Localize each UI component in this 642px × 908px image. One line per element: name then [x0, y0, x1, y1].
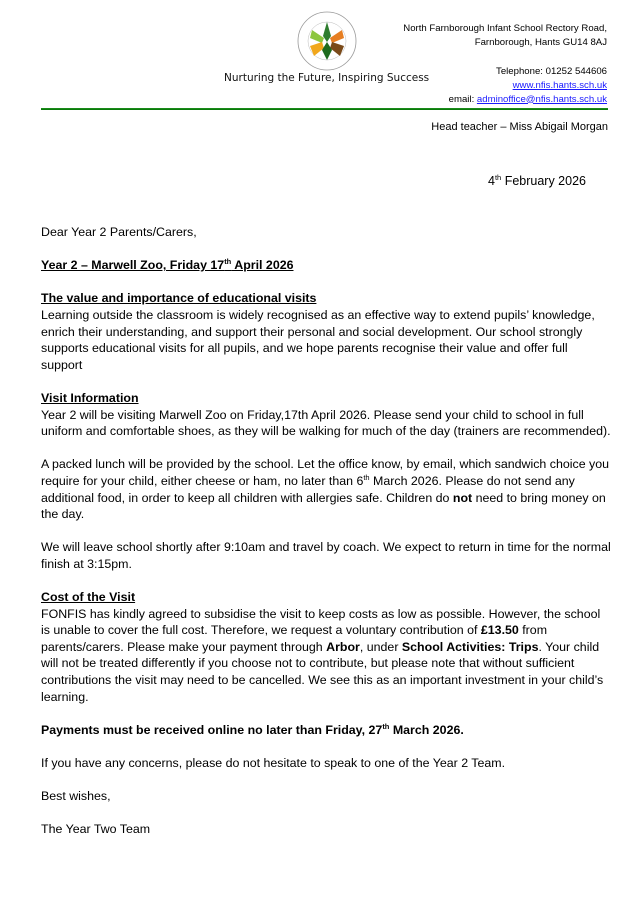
- school-tagline: Nurturing the Future, Inspiring Success: [224, 72, 430, 84]
- lunch-text: A packed lunch will be provided by the school. Let the office know, by email, which sandwich choice you require for your child, either cheese or ham, no later than 6: [41, 457, 610, 488]
- payment-deadline: [41, 722, 611, 739]
- section-heading-visit-info: Visit Information: [41, 390, 139, 405]
- header-divider: [41, 108, 608, 110]
- concerns-text: If you have any concerns, please do not hesitate to speak to one of the Year 2 Team.: [41, 756, 506, 770]
- cost-text-1: FONFIS has kindly agreed to subsidise the visit to keep costs as low as possible. However, the school is unable to cover the full cost. Therefore, we request a voluntary contribution of: [41, 606, 601, 638]
- cost-text-3: , under: [359, 639, 402, 654]
- deadline-text-end: March 2026.: [389, 722, 464, 737]
- payment-category: School Activities: Trips: [401, 639, 539, 654]
- visit-info-para-2: [41, 456, 611, 522]
- salutation: Dear Year 2 Parents/Carers,: [41, 225, 197, 239]
- title-text-end: April 2026: [231, 258, 294, 273]
- lunch-sup: th: [363, 472, 370, 482]
- cost-paragraph: [41, 606, 611, 706]
- cost-amount: £13.50: [480, 623, 519, 638]
- email-link[interactable]: adminoffice@nfis.hants.sch.uk: [476, 93, 607, 105]
- title-sup: th: [224, 257, 232, 267]
- section-text-value: Learning outside the classroom is widely recognised as an effective way to extend pupils’ knowledge, enrich their understanding, and support their personal and social development. Our school strongly supports educational visits for all pupils, and we hope parents recognise their value and offer full support: [41, 307, 595, 372]
- title-text: Year 2 – Marwell Zoo, Friday 17: [41, 258, 225, 273]
- letter-title: [41, 257, 611, 274]
- address-line-2: Farnborough, Hants GU14 8AJ: [474, 36, 607, 48]
- lunch-text-mid: March 2026. Please do not send any additional food, in order to keep all children with allergies safe. Children do: [41, 473, 575, 505]
- signature: The Year Two Team: [41, 822, 151, 837]
- email-label: email:: [448, 93, 477, 105]
- closing: Best wishes,: [41, 789, 111, 804]
- address-line-1: North Farnborough Infant School Rectory Road,: [403, 23, 607, 34]
- letter-body: [41, 224, 611, 855]
- payment-platform: Arbor: [326, 639, 360, 654]
- telephone: Telephone: 01252 544606: [496, 66, 607, 77]
- date-day: 4: [488, 174, 495, 188]
- deadline-text: Payments must be received online no later than Friday, 27: [41, 722, 383, 737]
- cost-text-2: from parents/carers. Please make your payment through: [41, 623, 548, 654]
- letter-date: [488, 174, 586, 188]
- visit-info-para-3: We will leave school shortly after 9:10am and travel by coach. We expect to return in time for the normal finish at 3:15pm.: [41, 540, 611, 571]
- visit-info-para-1: Year 2 will be visiting Marwell Zoo on Friday,17th April 2026. Please send your child to school in full uniform and comfortable shoes, as they will be walking for much of the day (trainers are recommended).: [41, 407, 611, 439]
- section-heading-value: The value and importance of educational visits: [41, 291, 317, 306]
- school-contact: [449, 65, 607, 106]
- lunch-text-end: need to bring money on the day.: [41, 490, 606, 522]
- website-link[interactable]: www.nfis.hants.sch.uk: [512, 79, 607, 91]
- head-teacher: Head teacher – Miss Abigail Morgan: [431, 121, 608, 133]
- section-heading-cost: Cost of the Visit: [41, 590, 136, 605]
- date-suffix: th: [494, 172, 502, 182]
- school-logo-icon: [296, 10, 358, 72]
- deadline-sup: th: [382, 721, 390, 731]
- school-address: [403, 22, 607, 50]
- lunch-bold: not: [452, 490, 473, 505]
- cost-text-4: . Your child will not be treated differently if you choose not to contribute, but please note that without sufficient contributions the visit may need to be cancelled. We see this as an important investment in your child’s learning.: [41, 639, 604, 704]
- date-rest: February 2026: [501, 174, 586, 188]
